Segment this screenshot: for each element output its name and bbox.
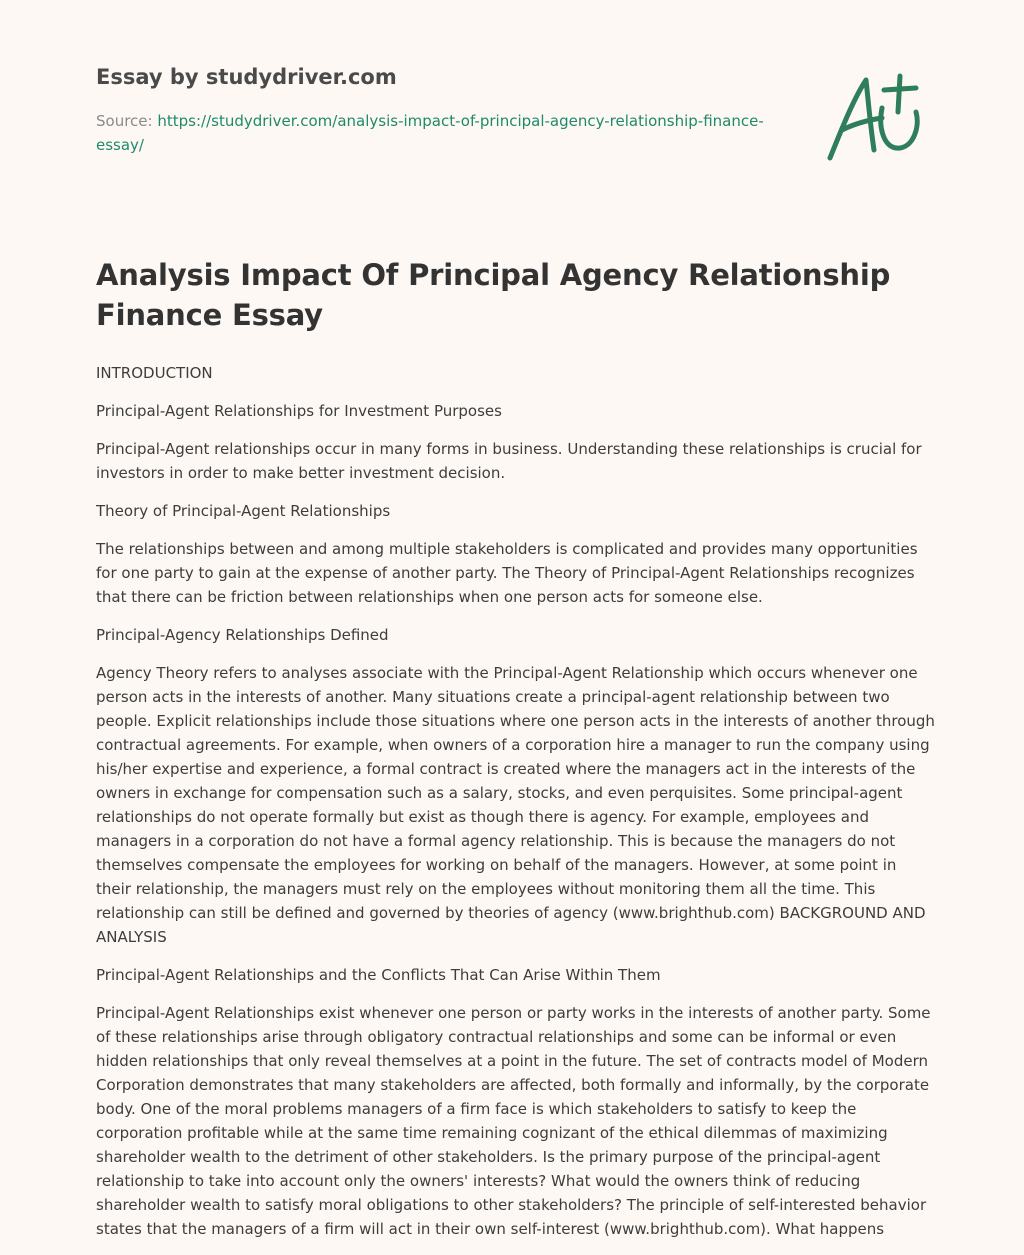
paragraph: Principal-Agent relationships occur in many forms in business. Understanding these relationships is crucial for investors in order to make better investment decision. [96, 440, 922, 482]
page-title: Analysis Impact Of Principal Agency Relationship Finance Essay [96, 258, 891, 332]
a-plus-logo-icon [820, 68, 930, 168]
source-label: Source: [96, 112, 153, 130]
paragraph: Agency Theory refers to analyses associate with the Principal-Agent Relationship which occurs whenever one person acts in the interests of another. Many situations create a principal-agent relationship between two people. Explicit relationships include those situations where one person acts in the interests of another through contractual agreements. For example, when owners of a corporation hire a manager to run the company using his/her expertise and experience, a formal contract is created where the managers act in the interests of the owners in exchange for compensation such as a salary, stocks, and even perquisites. Some principal-agent relationships do not operate formally but exist as though there is agency. For example, employees and managers in a corporation do not have a formal agency relationship. This is because the managers do not themselves compensate the employees for working on behalf of the managers. However, at some point in their relationship, the managers must rely on the employees without monitoring them all the time. This relationship can still be defined and governed by theories of agency (www.brighthub.com) BACKGROUND AND ANALYSIS [96, 664, 935, 946]
section-heading: INTRODUCTION [96, 364, 213, 382]
source-line [96, 109, 776, 157]
article [96, 255, 936, 1255]
header [96, 62, 796, 157]
section-heading: Principal-Agent Relationships for Investment Purposes [96, 402, 502, 420]
paragraph: Principal-Agent Relationships exist whenever one person or party works in the interests of another party. Some of these relationships arise through obligatory contractual relationships and some can be informal or even hidden relationships that only reveal themselves at a point in the future. The set of contracts model of Modern Corporation demonstrates that many stakeholders are affected, both formally and informally, by the corporate body. One of the moral problems managers of a firm face is which stakeholders to satisfy to keep the corporation profitable while at the same time remaining cognizant of the ethical dilemmas of maximizing shareholder wealth to the detriment of other stakeholders. Is the primary purpose of the principal-agent relationship to take into account only the owners' interests? What would the owners think of reducing shareholder wealth to satisfy moral obligations to other stakeholders? The principle of self-interested behavior states that the managers of a firm will act in their own self-interest (www.brighthub.com). What happens [96, 1004, 931, 1238]
source-link[interactable]: https://studydriver.com/analysis-impact-of-principal-agency-relationship-finance-essay/ [96, 112, 764, 154]
section-heading: Principal-Agent Relationships and the Conflicts That Can Arise Within Them [96, 966, 661, 984]
section-heading: Principal-Agency Relationships Defined [96, 626, 389, 644]
section-heading: Theory of Principal-Agent Relationships [96, 502, 391, 520]
paragraph: The relationships between and among multiple stakeholders is complicated and provides many opportunities for one party to gain at the expense of another party. The Theory of Principal-Agent Relationships recognizes that there can be friction between relationships when one person acts for someone else. [96, 540, 918, 606]
brand-title: Essay by studydriver.com [96, 65, 397, 89]
